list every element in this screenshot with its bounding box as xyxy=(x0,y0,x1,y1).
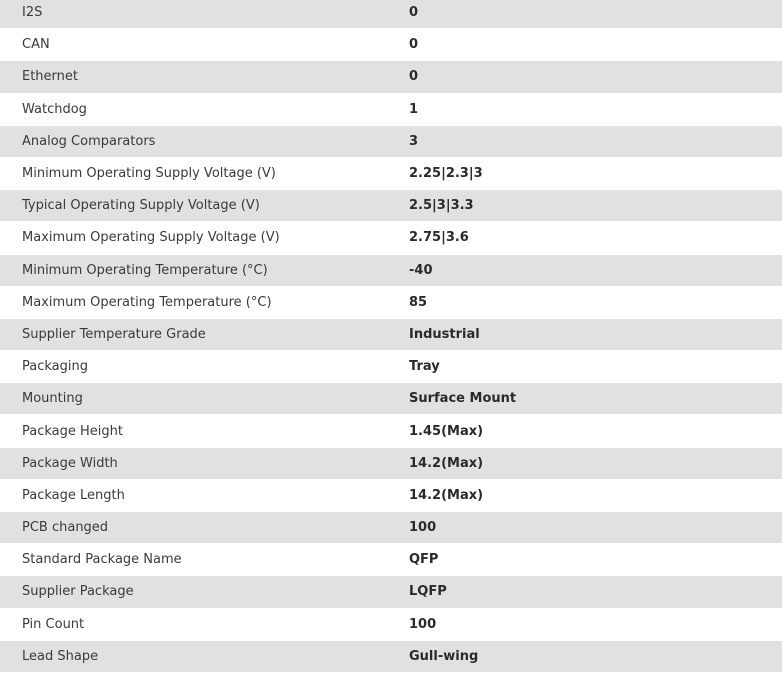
spec-value: -40 xyxy=(409,254,782,286)
table-row xyxy=(0,415,782,447)
spec-value: 0 xyxy=(409,61,782,93)
spec-label: Minimum Operating Temperature (°C) xyxy=(0,254,409,286)
spec-label: Standard Package Name xyxy=(0,544,409,576)
spec-value: 100 xyxy=(409,608,782,640)
spec-value: 100 xyxy=(409,512,782,544)
spec-value: Tray xyxy=(409,351,782,383)
spec-label: Watchdog xyxy=(0,93,409,125)
table-row xyxy=(0,447,782,479)
spec-value: 14.2(Max) xyxy=(409,479,782,511)
table-row xyxy=(0,512,782,544)
table-row xyxy=(0,286,782,318)
spec-label: Supplier Temperature Grade xyxy=(0,318,409,350)
table-row xyxy=(0,383,782,415)
table-row xyxy=(0,318,782,350)
spec-value: 2.5|3|3.3 xyxy=(409,190,782,222)
spec-value: 0 xyxy=(409,29,782,61)
spec-value: 1 xyxy=(409,93,782,125)
table-row xyxy=(0,351,782,383)
spec-label: Lead Shape xyxy=(0,640,409,672)
spec-label: PCB changed xyxy=(0,512,409,544)
spec-label: Package Height xyxy=(0,415,409,447)
spec-value: 2.25|2.3|3 xyxy=(409,157,782,189)
table-row xyxy=(0,222,782,254)
spec-value: Gull-wing xyxy=(409,640,782,672)
spec-value: Surface Mount xyxy=(409,383,782,415)
spec-value: 85 xyxy=(409,286,782,318)
spec-label: I2S xyxy=(0,0,409,29)
spec-label: Package Length xyxy=(0,479,409,511)
table-row xyxy=(0,157,782,189)
spec-label: Maximum Operating Temperature (°C) xyxy=(0,286,409,318)
spec-value: 14.2(Max) xyxy=(409,447,782,479)
spec-value: 3 xyxy=(409,125,782,157)
table-row xyxy=(0,0,782,29)
table-row xyxy=(0,125,782,157)
table-row xyxy=(0,254,782,286)
spec-value: 0 xyxy=(409,0,782,29)
table-row xyxy=(0,479,782,511)
spec-label: Maximum Operating Supply Voltage (V) xyxy=(0,222,409,254)
table-row xyxy=(0,544,782,576)
spec-label: Supplier Package xyxy=(0,576,409,608)
spec-label: Typical Operating Supply Voltage (V) xyxy=(0,190,409,222)
spec-label: Minimum Operating Supply Voltage (V) xyxy=(0,157,409,189)
spec-value: 2.75|3.6 xyxy=(409,222,782,254)
table-row xyxy=(0,608,782,640)
spec-value: QFP xyxy=(409,544,782,576)
table-row xyxy=(0,29,782,61)
table-row xyxy=(0,61,782,93)
spec-value: LQFP xyxy=(409,576,782,608)
spec-label: Packaging xyxy=(0,351,409,383)
table-row xyxy=(0,93,782,125)
table-row xyxy=(0,190,782,222)
spec-label: Pin Count xyxy=(0,608,409,640)
spec-label: Analog Comparators xyxy=(0,125,409,157)
spec-value: Industrial xyxy=(409,318,782,350)
table-row xyxy=(0,576,782,608)
spec-label: Mounting xyxy=(0,383,409,415)
table-row xyxy=(0,640,782,672)
spec-label: CAN xyxy=(0,29,409,61)
spec-value: 1.45(Max) xyxy=(409,415,782,447)
spec-label: Ethernet xyxy=(0,61,409,93)
spec-label: Package Width xyxy=(0,447,409,479)
